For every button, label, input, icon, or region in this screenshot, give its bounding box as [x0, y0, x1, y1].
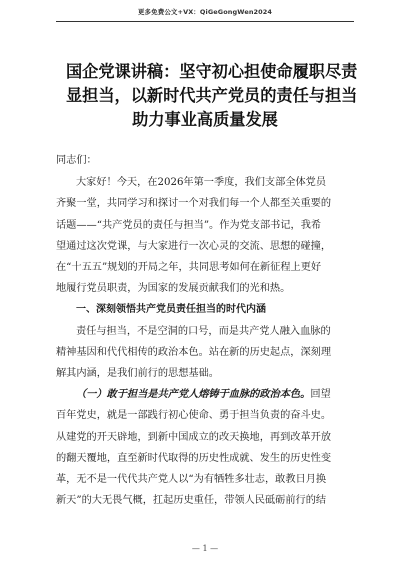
- title-line: 显担当，以新时代共产党员的责任与担当: [66, 86, 358, 105]
- title-line: 助力事业高质量发展: [132, 110, 278, 129]
- paragraph-line: 话题——“共产党员的责任与担当”。作为党支部书记，我希: [56, 219, 322, 231]
- paragraph-line: 新天”的大无畏气概，扛起历史重任，带领人民砥砺前行的结: [56, 495, 327, 507]
- document-title: [66, 60, 358, 132]
- greeting: [56, 150, 354, 171]
- section-1: [56, 299, 354, 384]
- subsection-heading: （一）敢于担当是共产党人熔铸于血脉的政治本色。: [76, 388, 311, 401]
- greeting-text: 同志们：: [56, 155, 97, 166]
- paragraph-line: 齐聚一堂，共同学习和探讨一个对我们每一个人都至关重要的: [56, 198, 332, 210]
- paragraph-line: 责任与担当，不是空洞的口号，而是共产党人融入血脉的: [76, 325, 331, 337]
- paragraph-line: 大家好！今天，在2026年第一季度，我们支部全体党员: [76, 177, 327, 189]
- intro-paragraph: [56, 172, 354, 299]
- paragraph-line: 望通过这次党课，与大家进行一次心灵的交流、思想的碰撞，: [56, 240, 332, 252]
- paragraph-line: 革，无不是一代代共产党人以“为有牺牲多壮志，敢教日月换: [56, 474, 327, 486]
- paragraph-line: 精神基因和代代相传的政治本色。站在新的历史起点，深刻理: [56, 346, 332, 358]
- paragraph-line: 解其内涵，是我们前行的思想基础。: [56, 368, 219, 380]
- paragraph-line: 从建党的开天辟地，到新中国成立的改天换地，再到改革开放: [56, 431, 332, 443]
- paragraph-line: 百年党史，就是一部践行初心使命、勇于担当负责的奋斗史。: [56, 410, 332, 422]
- section-heading: 一、深刻领悟共产党员责任担当的时代内涵: [76, 304, 266, 316]
- header-note: 更多免费公文+VX：QiGeGongWen2024: [137, 8, 273, 16]
- paragraph-line: 地履行党员职责，为国家的发展贡献我们的光和热。: [56, 283, 291, 295]
- paragraph-line: 的翻天覆地，直至新时代取得的历史性成就、发生的历史性变: [56, 452, 332, 464]
- document-body: [56, 150, 354, 511]
- page-number: — 1 —: [191, 544, 219, 553]
- subsection-heading-tail: 回望: [310, 389, 331, 401]
- header-divider: [56, 21, 354, 22]
- paragraph-line: 在“十五五”规划的开局之年，共同思考如何在新征程上更好: [56, 262, 322, 274]
- title-line: 国企党课讲稿：坚守初心担使命履职尽责: [66, 62, 358, 81]
- subsection-1: [56, 384, 354, 511]
- subsection-first-line: [56, 384, 354, 405]
